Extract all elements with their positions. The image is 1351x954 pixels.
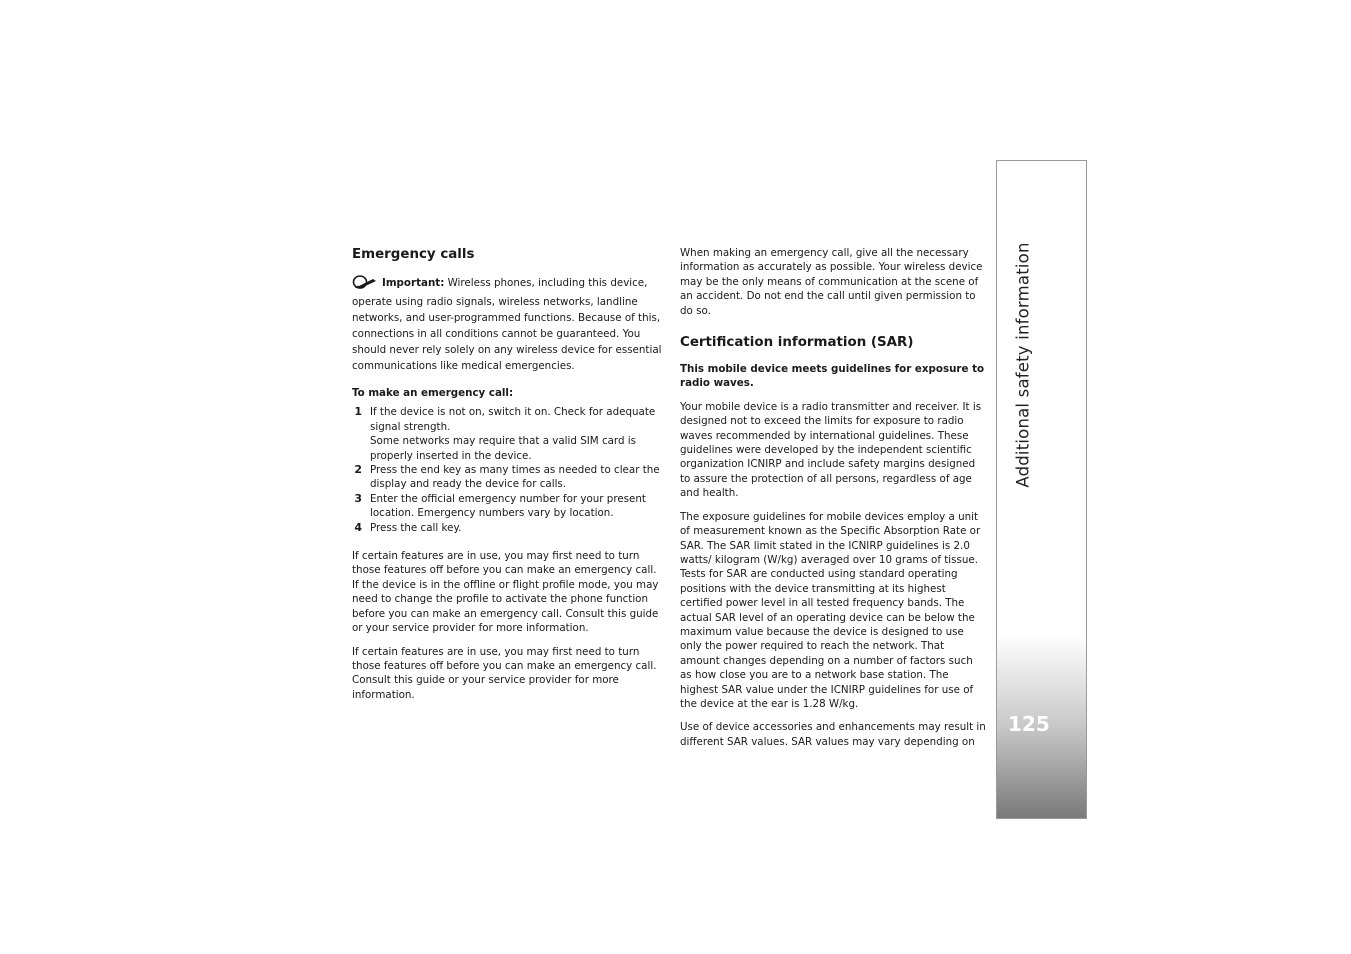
list-item	[352, 492, 662, 521]
page-number: 125	[1008, 712, 1050, 736]
feature-paragraph-2: If certain features are in use, you may first need to turn those features off before you can make an emergency call. Consult this guide or your service provider for more information.	[352, 645, 657, 701]
list-item	[352, 521, 662, 535]
list-item	[352, 405, 662, 463]
pencil-note-icon	[352, 275, 378, 294]
step-text: If the device is not on, switch it on. Check for adequate signal strength.	[370, 406, 656, 433]
list-item	[352, 463, 662, 492]
sar-paragraph-1: Your mobile device is a radio transmitter and receiver. It is designed not to exceed the limits for exposure to radio waves recommended by international guidelines. These guidelines were developed by the independent scientific organization ICNIRP and include safety margins designed to assure the protection of all persons, regardless of age and health.	[680, 400, 982, 500]
sar-paragraph-2: The exposure guidelines for mobile devices employ a unit of measurement known as the Specific Absorption Rate or SAR. The SAR limit stated in the ICNIRP guidelines is 2.0 watts/ kilogram (W/kg) averaged over 10 grams of tissue. Tests for SAR are conducted using standard operating positions with the device transmitting at its highest certified power level in all tested frequency bands. The actual SAR level of an operating device can be below the maximum value because the device is designed to use only the power required to reach the network. That amount changes depending on a number of factors such as how close you are to a network base station. The highest SAR value under the ICNIRP guidelines for use of the device at the ear is 1.28 W/kg.	[680, 510, 981, 710]
step-number: 4	[354, 520, 362, 534]
step-number: 1	[354, 405, 362, 419]
left-column	[352, 246, 662, 702]
steps-heading: To make an emergency call:	[352, 387, 514, 399]
section-title: Additional safety information	[1013, 242, 1033, 488]
sar-paragraph-3: Use of device accessories and enhancements may result in different SAR values. SAR values may vary depending on	[680, 721, 986, 748]
step-text: Press the call key.	[370, 521, 462, 534]
emergency-steps-list	[352, 405, 662, 535]
right-column	[680, 246, 986, 749]
step-text: Enter the official emergency number for your present location. Emergency numbers vary by location.	[370, 492, 646, 520]
sar-bold-lead: This mobile device meets guidelines for exposure to radio waves.	[680, 363, 985, 390]
feature-paragraph-1: If certain features are in use, you may first need to turn those features off before you can make an emergency call. If the device is in the offline or flight profile mode, you may need to change the profile to activate the phone function before you can make an emergency call. Consult this guide or your service provider for more information.	[352, 550, 659, 635]
step-number: 3	[354, 491, 362, 505]
step-number: 2	[354, 463, 362, 477]
important-note	[352, 275, 662, 374]
emergency-call-intro: When making an emergency call, give all the necessary information as accurately as possible. Your wireless device may be the only means of communication at the scene of an accident. Do not end the call until given permission to do so.	[680, 247, 983, 317]
sar-heading: Certification information (SAR)	[680, 335, 914, 351]
step-extra-text: Some networks may require that a valid SIM card is properly inserted in the device.	[370, 435, 637, 462]
important-text: Wireless phones, including this device, operate using radio signals, wireless networks, landline networks, and user-programmed functions. Because of this, connections in all conditions cannot be guaranteed. You should never rely solely on any wireless device for essential communications like medical emergencies.	[352, 277, 662, 372]
important-label: Important:	[382, 277, 445, 289]
emergency-calls-heading: Emergency calls	[352, 247, 475, 262]
step-text: Press the end key as many times as needed to clear the display and ready the device for calls.	[370, 464, 660, 491]
